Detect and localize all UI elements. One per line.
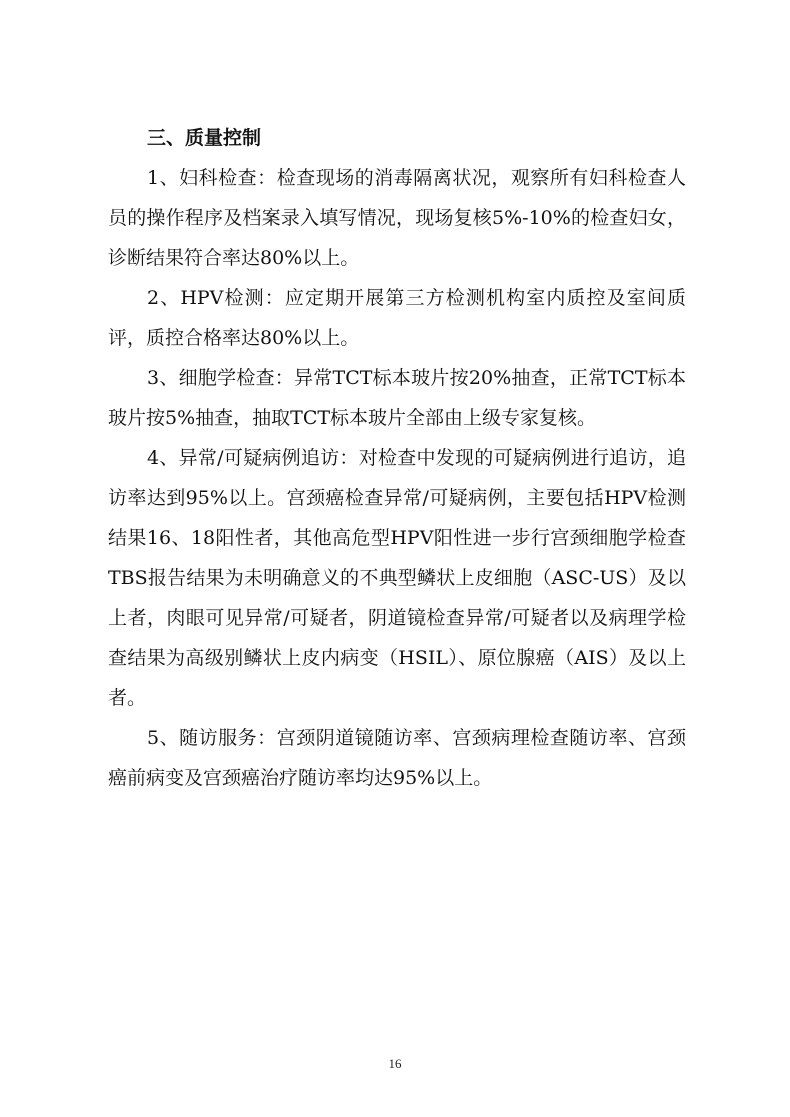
page-number: 16 (388, 1056, 402, 1071)
section-heading: 三、质量控制 (147, 127, 262, 149)
paragraph-gynecological-exam: 1、妇科检查：检查现场的消毒隔离状况，观察所有妇科检查人员的操作程序及档案录入填写情况，现场复核5%-10%的检查妇女，诊断结果符合率达80%以上。 (108, 167, 686, 269)
paragraph-cytology-exam: 3、细胞学检查：异常TCT标本玻片按20%抽查，正常TCT标本玻片按5%抽查，抽取TCT标本玻片全部由上级专家复核。 (108, 367, 686, 429)
paragraph-hpv-testing: 2、HPV检测：应定期开展第三方检测机构室内质控及室间质评，质控合格率达80%以上。 (108, 287, 686, 349)
paragraph-followup-service: 5、随访服务：宫颈阴道镜随访率、宫颈病理检查随访率、宫颈癌前病变及宫颈癌治疗随访率均达95%以上。 (108, 727, 686, 789)
paragraph-abnormal-case-followup: 4、异常/可疑病例追访：对检查中发现的可疑病例进行追访，追访率达到95%以上。宫颈癌检查异常/可疑病例，主要包括HPV检测结果16、18阳性者，其他高危型HPV阳性进一步行宫颈细胞学检查TBS报告结果为未明确意义的不典型鳞状上皮细胞（ASC-US）及以上者，肉眼可见异常/可疑者，阴道镜检查异常/可疑者以及病理学检查结果为高级别鳞状上皮内病变（HSIL）、原位腺癌（AIS）及以上者。 (108, 447, 686, 709)
document-body (108, 118, 686, 798)
